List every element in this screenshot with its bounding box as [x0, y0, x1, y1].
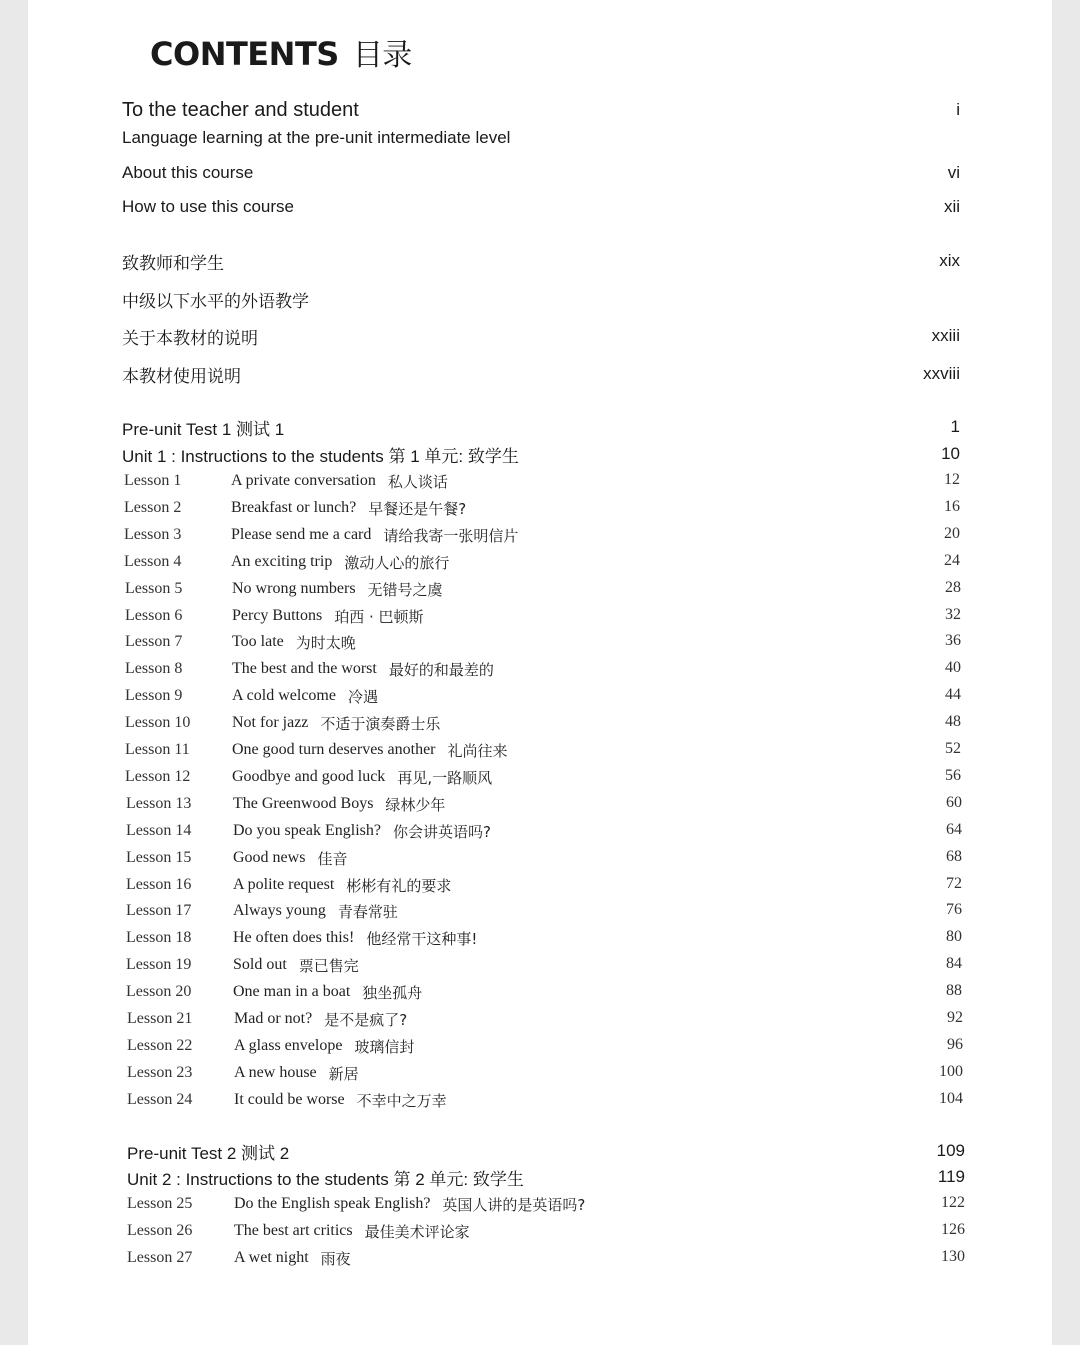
lesson-title-chinese: 冷遇	[347, 687, 378, 706]
lesson-page: 80	[946, 928, 962, 945]
lesson-page: 84	[946, 955, 962, 972]
lesson-title: Always young	[233, 902, 326, 919]
lesson-page: 88	[946, 982, 962, 999]
lesson-title-chinese: 绿林少年	[385, 795, 446, 814]
lesson-title-chinese: 无错号之虞	[367, 580, 443, 599]
pre-unit-test-page: 109	[936, 1141, 965, 1160]
lesson-title-chinese: 为时太晚	[295, 633, 356, 652]
lesson-number: Lesson 25	[127, 1195, 193, 1212]
lesson-number: Lesson 12	[125, 768, 191, 785]
lesson-title: A polite request	[233, 876, 335, 893]
lesson-page: 52	[945, 740, 961, 757]
lesson-title-chinese: 早餐还是午餐?	[368, 499, 467, 518]
lesson-number: Lesson 18	[126, 929, 192, 946]
lesson-title-chinese: 礼尚往来	[447, 741, 508, 760]
lesson-number: Lesson 8	[125, 660, 183, 677]
front-matter-cn-title: 关于本教材的说明	[122, 328, 258, 348]
lesson-page: 72	[946, 875, 962, 892]
front-matter-cn-page: xxiii	[931, 326, 960, 345]
lesson-row	[127, 1060, 359, 1086]
lesson-number: Lesson 5	[125, 580, 183, 597]
lesson-row	[126, 952, 359, 978]
lesson-title: A cold welcome	[232, 687, 336, 704]
lesson-number: Lesson 26	[127, 1222, 193, 1239]
lesson-page: 40	[945, 659, 961, 676]
lesson-title-chinese: 最佳美术评论家	[364, 1222, 470, 1241]
lesson-title-chinese: 票已售完	[298, 956, 359, 975]
lesson-row	[127, 1191, 585, 1217]
lesson-page: 126	[941, 1221, 965, 1238]
unit-title: Unit 2 : Instructions to the students 第 2 单元: 致学生	[127, 1169, 524, 1189]
lesson-title: Good news	[233, 849, 306, 866]
lesson-row	[127, 1006, 407, 1032]
lesson-number: Lesson 14	[126, 822, 192, 839]
pre-unit-test-title: Pre-unit Test 2 测试 2	[127, 1143, 290, 1163]
lesson-row	[125, 629, 356, 655]
lesson-row	[125, 764, 492, 790]
unit-page: 119	[937, 1167, 965, 1186]
pre-unit-test-title: Pre-unit Test 1 测试 1	[122, 419, 285, 439]
lesson-page: 64	[946, 821, 962, 838]
lesson-page: 68	[946, 848, 962, 865]
unit-title: Unit 1 : Instructions to the students 第 1 单元: 致学生	[122, 446, 519, 466]
lesson-row	[124, 522, 518, 548]
lesson-number: Lesson 16	[126, 876, 192, 893]
lesson-title: He often does this!	[233, 929, 355, 946]
lesson-number: Lesson 1	[124, 472, 182, 489]
lesson-page: 32	[945, 606, 961, 623]
lesson-title: A glass envelope	[234, 1037, 343, 1054]
lesson-number: Lesson 7	[125, 633, 183, 650]
lesson-title-chinese: 彬彬有礼的要求	[346, 876, 452, 895]
lesson-title: Too late	[232, 633, 284, 650]
lesson-title-chinese: 私人谈话	[387, 472, 448, 491]
lesson-number: Lesson 15	[126, 849, 192, 866]
lesson-number: Lesson 4	[124, 553, 182, 570]
lesson-number: Lesson 11	[125, 741, 190, 758]
lesson-page: 12	[944, 471, 960, 488]
lesson-row	[127, 1218, 470, 1244]
lesson-page: 48	[945, 713, 961, 730]
front-matter-cn-title: 本教材使用说明	[122, 366, 241, 386]
lesson-title: Mad or not?	[234, 1010, 313, 1027]
unit-page: 10	[941, 444, 960, 463]
front-matter-page: i	[956, 100, 960, 119]
lesson-title-chinese: 最好的和最差的	[388, 660, 494, 679]
lesson-row	[126, 898, 398, 924]
lesson-title-chinese: 请给我寄一张明信片	[383, 526, 519, 545]
lesson-title-chinese: 珀西 · 巴顿斯	[334, 607, 424, 626]
lesson-number: Lesson 27	[127, 1249, 193, 1266]
lesson-title-chinese: 玻璃信封	[354, 1037, 415, 1056]
lesson-title: Do the English speak English?	[234, 1195, 431, 1212]
front-matter-cn-title: 致教师和学生	[122, 253, 224, 273]
lesson-title-chinese: 雨夜	[320, 1249, 351, 1268]
lesson-page: 104	[939, 1090, 963, 1107]
lesson-number: Lesson 19	[126, 956, 192, 973]
lesson-title: One good turn deserves another	[232, 741, 436, 758]
lesson-title: The best and the worst	[232, 660, 377, 677]
lesson-page: 76	[946, 901, 962, 918]
lesson-title-chinese: 再见,一路顺风	[397, 768, 493, 787]
pre-unit-test-page: 1	[950, 417, 960, 436]
lesson-title-chinese: 新居	[328, 1064, 359, 1083]
lesson-title-chinese: 激动人心的旅行	[344, 553, 450, 572]
front-matter-title: How to use this course	[122, 197, 294, 216]
lesson-row	[125, 576, 443, 602]
lesson-number: Lesson 20	[126, 983, 192, 1000]
lesson-row	[126, 979, 422, 1005]
lesson-page: 130	[941, 1248, 965, 1265]
lesson-row	[126, 791, 445, 817]
lesson-row	[125, 656, 494, 682]
lesson-page: 60	[946, 794, 962, 811]
lesson-page: 92	[947, 1009, 963, 1026]
lesson-page: 36	[945, 632, 961, 649]
title-english: CONTENTS	[150, 35, 339, 73]
lesson-title: An exciting trip	[231, 553, 333, 570]
lesson-title: Sold out	[233, 956, 287, 973]
lesson-number: Lesson 3	[124, 526, 182, 543]
lesson-title: A private conversation	[231, 472, 376, 489]
lesson-title: Percy Buttons	[232, 607, 323, 624]
front-matter-title: About this course	[122, 163, 254, 182]
front-matter-page: vi	[947, 163, 960, 182]
lesson-title-chinese: 佳音	[317, 849, 348, 868]
lesson-row	[127, 1245, 351, 1271]
lesson-row	[127, 1033, 414, 1059]
lesson-title-chinese: 独坐孤舟	[362, 983, 423, 1002]
lesson-number: Lesson 13	[126, 795, 192, 812]
front-matter-cn-page: xxviii	[923, 364, 960, 383]
lesson-page: 16	[944, 498, 960, 515]
lesson-title-chinese: 英国人讲的是英语吗?	[442, 1195, 586, 1214]
lesson-number: Lesson 24	[127, 1091, 193, 1108]
lesson-title: One man in a boat	[233, 983, 351, 1000]
lesson-title: Goodbye and good luck	[232, 768, 386, 785]
lesson-title: No wrong numbers	[232, 580, 356, 597]
lesson-page: 96	[947, 1036, 963, 1053]
lesson-page: 56	[945, 767, 961, 784]
lesson-row	[127, 1087, 447, 1113]
lesson-row	[124, 549, 449, 575]
lesson-number: Lesson 22	[127, 1037, 193, 1054]
lesson-title-chinese: 不适于演奏爵士乐	[320, 714, 441, 733]
page-title	[150, 30, 412, 74]
lesson-row	[125, 737, 508, 763]
lesson-number: Lesson 9	[125, 687, 183, 704]
lesson-number: Lesson 17	[126, 902, 192, 919]
lesson-page: 24	[944, 552, 960, 569]
lesson-row	[125, 603, 424, 629]
lesson-row	[126, 818, 491, 844]
lesson-title: A new house	[234, 1064, 317, 1081]
lesson-number: Lesson 10	[125, 714, 191, 731]
lesson-row	[126, 872, 451, 898]
front-matter-page: xii	[943, 197, 960, 216]
lesson-page: 44	[945, 686, 961, 703]
lesson-number: Lesson 6	[125, 607, 183, 624]
front-matter-title: To the teacher and student	[122, 98, 359, 121]
lesson-number: Lesson 23	[127, 1064, 193, 1081]
lesson-row	[124, 495, 466, 521]
lesson-row	[126, 845, 347, 871]
lesson-title: The Greenwood Boys	[233, 795, 374, 812]
lesson-number: Lesson 2	[124, 499, 182, 516]
lesson-page: 28	[945, 579, 961, 596]
lesson-page: 20	[944, 525, 960, 542]
lesson-page: 122	[941, 1194, 965, 1211]
lesson-title: It could be worse	[234, 1091, 345, 1108]
lesson-row	[124, 468, 448, 494]
front-matter-cn-page: xix	[939, 251, 960, 270]
lesson-title-chinese: 是不是疯了?	[324, 1010, 408, 1029]
lesson-row	[125, 683, 378, 709]
title-chinese: 目录	[352, 38, 412, 73]
lesson-title: Please send me a card	[231, 526, 372, 543]
lesson-title: Breakfast or lunch?	[231, 499, 357, 516]
lesson-title: Not for jazz	[232, 714, 309, 731]
front-matter-cn-title: 中级以下水平的外语教学	[122, 291, 309, 311]
front-matter-title: Language learning at the pre-unit intermediate level	[122, 128, 511, 147]
lesson-number: Lesson 21	[127, 1010, 193, 1027]
lesson-title: Do you speak English?	[233, 822, 381, 839]
lesson-row	[125, 710, 440, 736]
lesson-title-chinese: 他经常干这种事!	[366, 929, 478, 948]
lesson-title-chinese: 青春常驻	[337, 902, 398, 921]
lesson-row	[126, 925, 477, 951]
lesson-title: A wet night	[234, 1249, 309, 1266]
lesson-title: The best art critics	[234, 1222, 353, 1239]
lesson-title-chinese: 不幸中之万幸	[356, 1091, 447, 1110]
lesson-page: 100	[939, 1063, 963, 1080]
lesson-title-chinese: 你会讲英语吗?	[392, 822, 491, 841]
